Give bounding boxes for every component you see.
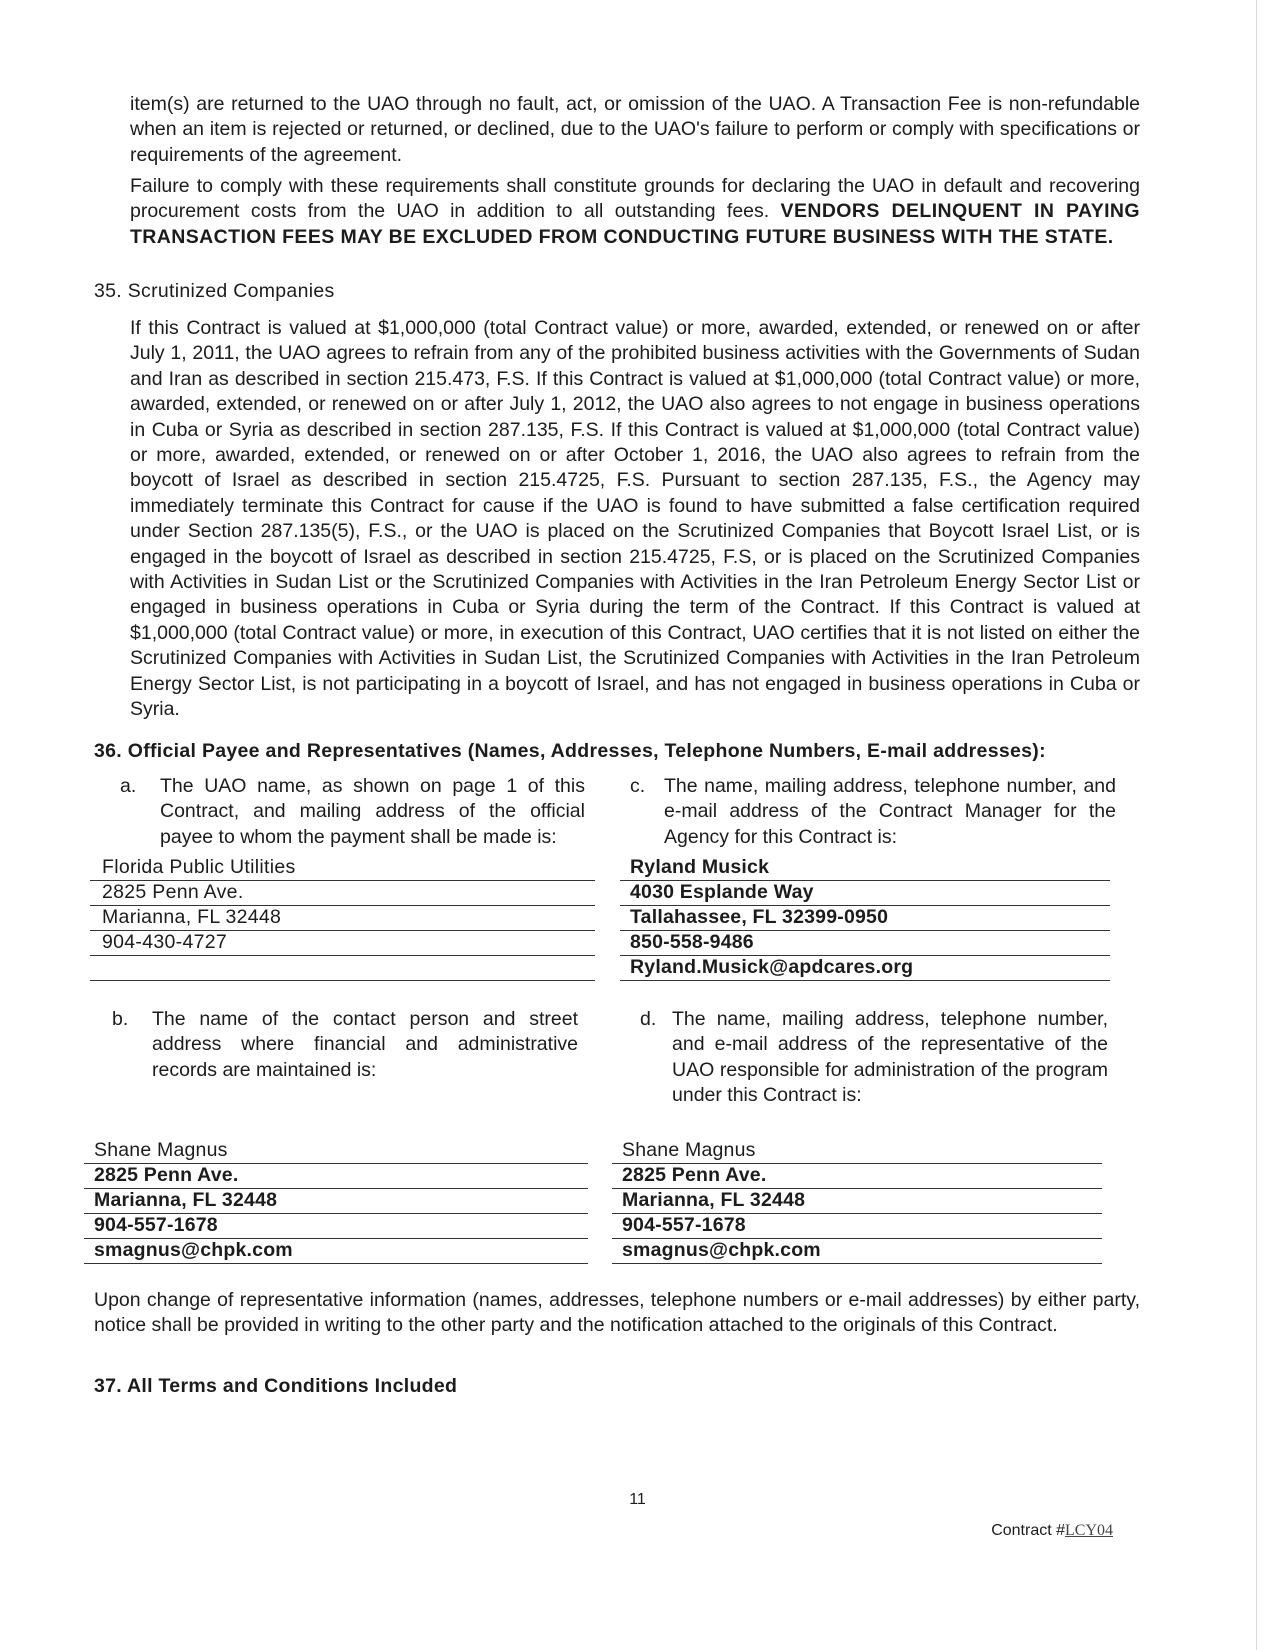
records-email-line: smagnus@chpk.com: [84, 1238, 588, 1264]
page-edge: [1256, 0, 1257, 1650]
item-a-letter: a.: [120, 775, 137, 797]
payee-city-line: Marianna, FL 32448: [90, 905, 595, 931]
intro-paragraph-1: item(s) are returned to the UAO through no fault, act, or omission of the UAO. A Transaction Fee is non-refundable when an item is rejected or returned, or declined, due to the UAO's failure to perform or comply with specifications or requirements of the agreement.: [130, 93, 1140, 166]
representative-name-line: Shane Magnus: [612, 1138, 1102, 1164]
item-b: [112, 1007, 578, 1087]
manager-street-line: 4030 Esplande Way: [620, 880, 1110, 906]
representative-email-line: smagnus@chpk.com: [612, 1238, 1102, 1264]
page-number: 11: [629, 1491, 646, 1508]
item-c-text: The name, mailing address, telephone number, and e-mail address of the Contract Manager for the Agency for this Contract is:: [664, 775, 1116, 848]
section-37-heading: [94, 1373, 457, 1399]
representative-phone-line: 904-557-1678: [612, 1213, 1102, 1239]
records-street-line: 2825 Penn Ave.: [84, 1163, 588, 1189]
representative-city-line: Marianna, FL 32448: [612, 1188, 1102, 1214]
section-35-heading: 35. Scrutinized Companies: [94, 280, 335, 302]
manager-city-line: Tallahassee, FL 32399-0950: [620, 905, 1110, 931]
item-d-letter: d.: [640, 1008, 657, 1030]
records-contact-name-line: Shane Magnus: [84, 1138, 588, 1164]
section-35-body: If this Contract is valued at $1,000,000 (total Contract value) or more, awarded, extended, or renewed on or after July 1, 2011, the UAO agrees to refrain from any of the prohibited business activities with the Governments of Sudan and Iran as described in section 215.473, F.S. If this Contract is valued at $1,000,000 (total Contract value) or more, awarded, extended, or renewed on or after July 1, 2012, the UAO also agrees to not engage in business operations in Cuba or Syria as described in section 287.135, F.S. If this Contract is valued at $1,000,000 (total Contract value) or more, awarded, extended, or renewed on or after October 1, 2016, the UAO also agrees to refrain from the boycott of Israel as described in section 215.4725, F.S. Pursuant to section 287.135, F.S., the Agency may immediately terminate this Contract for cause if the UAO is found to have submitted a false certification required under Section 287.135(5), F.S., or the UAO is placed on the Scrutinized Companies that Boycott Israel List, or is engaged in the boycott of Israel as described in section 215.4725, F.S, or is placed on the Scrutinized Companies with Activities in Sudan List or the Scrutinized Companies with Activities in the Iran Petroleum Energy Sector List or engaged in business operations in Cuba or Syria during the term of the Contract. If this Contract is valued at $1,000,000 (total Contract value) or more, in execution of this Contract, UAO certifies that it is not listed on either the Scrutinized Companies with Activities in Sudan List, the Scrutinized Companies with Activities in the Iran Petroleum Energy Sector List, is not participating in a boycott of Israel, and has not engaged in business operations in Cuba or Syria.: [130, 317, 1140, 721]
item-a-text: The UAO name, as shown on page 1 of this Contract, and mailing address of the official payee to whom the payment shall be made is:: [160, 775, 585, 848]
contract-number-value: LCY04: [1065, 1522, 1113, 1539]
contract-number-label: Contract #: [991, 1522, 1065, 1539]
item-d-text: The name, mailing address, telephone number, and e-mail address of the representative of the UAO responsible for administration of the program under this Contract is:: [672, 1008, 1108, 1107]
item-d: [640, 1007, 1108, 1135]
records-city-line: Marianna, FL 32448: [84, 1188, 588, 1214]
manager-email-line: Ryland.Musick@apdcares.org: [620, 955, 1110, 981]
item-a: [120, 774, 585, 854]
payee-name-line: Florida Public Utilities: [90, 855, 595, 881]
manager-name-line: Ryland Musick: [620, 855, 1110, 881]
contract-number: [991, 1522, 1113, 1540]
section-36-heading: [94, 738, 1046, 764]
item-c-letter: c.: [630, 775, 646, 797]
intro-paragraph-2-warning: VENDORS DELINQUENT IN PAYING TRANSACTION FEES MAY BE EXCLUDED FROM CONDUCTING FUTURE BUSINESS WITH THE STATE.: [130, 200, 1140, 248]
section-36-heading-text: 36. Official Payee and Representatives (Names, Addresses, Telephone Numbers, E-mail addresses):: [94, 740, 1046, 762]
item-c: [630, 774, 1116, 854]
payee-street-line: 2825 Penn Ave.: [90, 880, 595, 906]
intro-paragraph-2: [130, 174, 1140, 250]
payee-email-line: [90, 955, 595, 981]
manager-phone-line: 850-558-9486: [620, 930, 1110, 956]
intro-paragraph-2-text: Failure to comply with these requirements shall constitute grounds for declaring the UAO in default and recovering procurement costs from the UAO in addition to all outstanding fees.: [130, 175, 1140, 223]
payee-phone-line: 904-430-4727: [90, 930, 595, 956]
item-b-text: The name of the contact person and street address where financial and administrative records are maintained is:: [152, 1008, 578, 1081]
records-phone-line: 904-557-1678: [84, 1213, 588, 1239]
representative-change-notice: Upon change of representative information (names, addresses, telephone numbers or e-mail addresses) by either party, notice shall be provided in writing to the other party and the notification attached to the originals of this Contract.: [94, 1289, 1140, 1337]
item-b-letter: b.: [112, 1008, 129, 1030]
representative-street-line: 2825 Penn Ave.: [612, 1163, 1102, 1189]
section-37-heading-text: 37. All Terms and Conditions Included: [94, 1375, 458, 1397]
